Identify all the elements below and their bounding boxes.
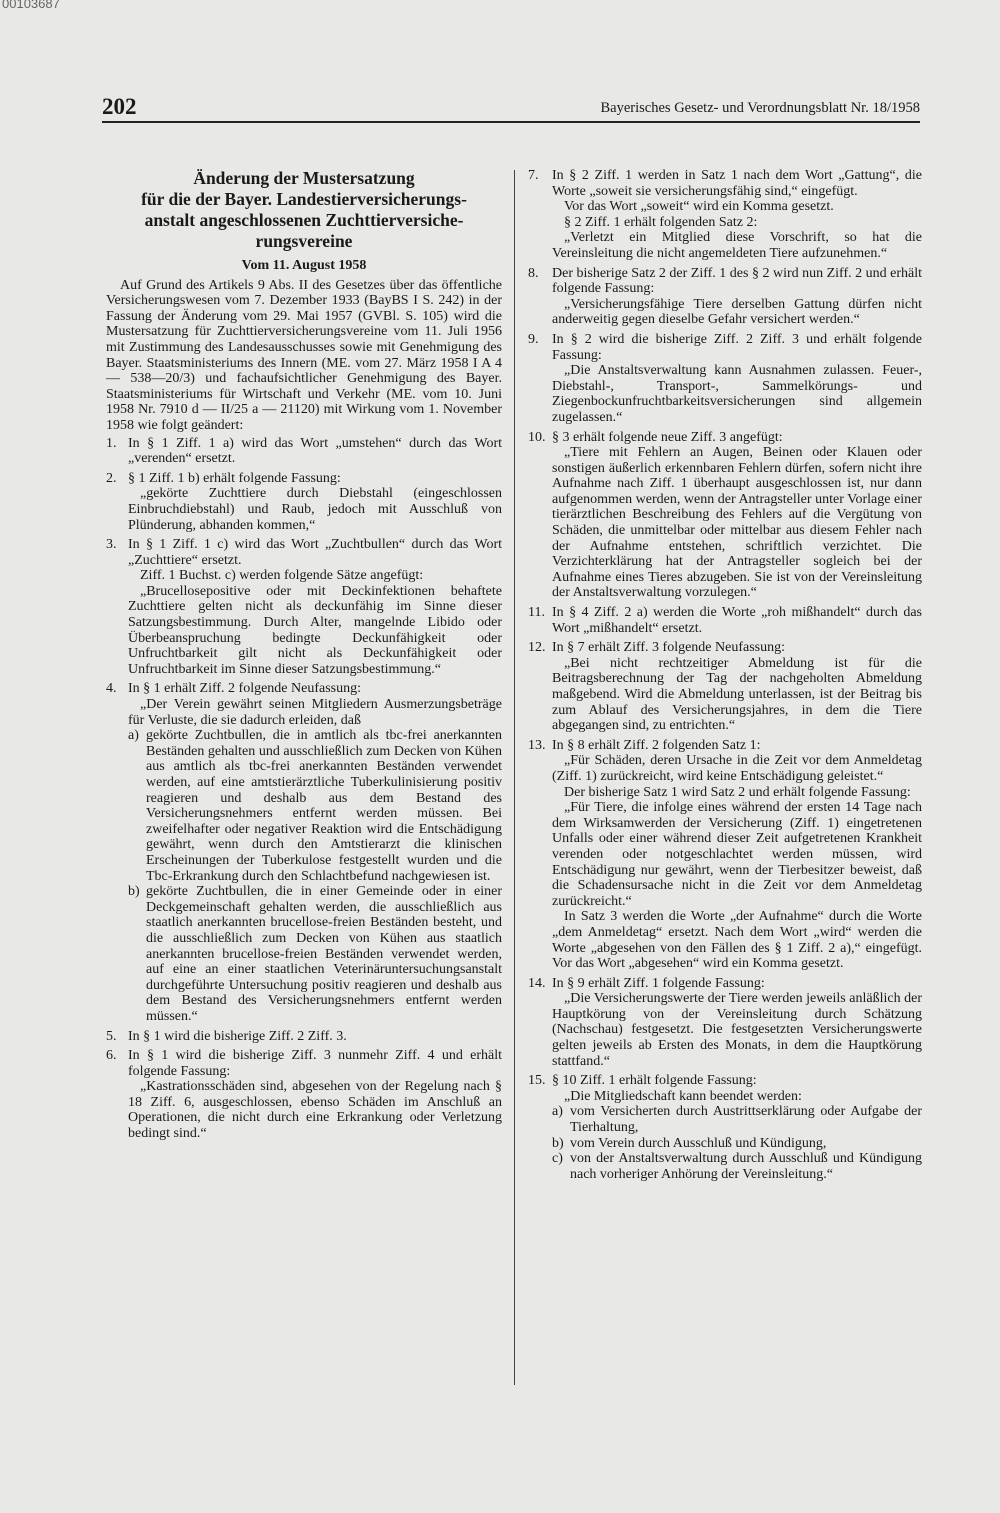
amendment-text: „Brucellosepositive oder mit Deckinfektionen behaftete Zuchttiere gelten nicht als deckunfähig im Sinne dieser Satzungsbestimmung. Durch Alter, mangelnde Libido oder Überbeanspruchung bedingte Deckunfähigkeit oder Unfruchtbarkeit gilt nicht als Deckunfähigkeit oder Unfruchtbarkeit im Sinne dieser Satzungsbestimmung.“ (128, 583, 502, 677)
amendment-number: 7. (528, 168, 539, 183)
article-title (114, 168, 494, 252)
amendment-number: 12. (528, 640, 546, 656)
amendment-text: „Die Mitgliedschaft kann beendet werden: (564, 1088, 802, 1104)
right-column (528, 168, 922, 1186)
amendment-text: In § 4 Ziff. 2 a) werden die Worte „roh mißhandelt“ durch das Wort „mißhandelt“ ersetzt. (552, 605, 922, 636)
amendment-number: 5. (106, 1028, 117, 1044)
amendment-text: „gekörte Zuchttiere durch Diebstahl (eingeschlossen Einbruchdiebstahl) und Raub, jedoch mit Ausschluß von Plünderung, abhanden kommen,“ (128, 486, 502, 533)
amendment-text: In Satz 3 werden die Worte „der Aufnahme“ durch die Worte „dem Anmeldetag“ ersetzt. Nach dem Wort „wird“ werden die Worte „abgesehen von den Fällen des § 1 Ziff. 2 a),“ eingefügt. Vor das Wort „abgesehen“ wird ein Komma gesetzt. (552, 909, 922, 972)
amendment-number: 1. (106, 435, 117, 451)
subitem-label: a) (128, 728, 139, 744)
subitem-label: b) (128, 884, 140, 900)
amendment-number: 13. (528, 737, 546, 753)
amendment-text: „Der Verein gewährt seinen Mitgliedern Ausmerzungsbeträge für Verluste, die sie dadurch erleiden, daß (128, 697, 502, 728)
column-divider (514, 170, 515, 1385)
amendment-text: In § 1 wird die bisherige Ziff. 2 Ziff. 3. (128, 1028, 347, 1044)
amendment-text: „Bei nicht rechtzeitiger Abmeldung ist für die Beitragsberechnung der Tag der nachgeholten Abmeldung maßgebend. Wird die Abmeldung unterlassen, ist der Beitrag bis zum Ablauf des Versicherungsjahres, in dem die Tiere abgegangen sind, zu entrichten.“ (552, 655, 922, 734)
amendment-text: In § 8 erhält Ziff. 2 folgenden Satz 1: (552, 737, 761, 753)
amendment-text: „Die Versicherungswerte der Tiere werden jeweils anläßlich der Hauptkörung von der Vereinsleitung durch Schätzung (Nachschau) festgesetzt. Die festgesetzten Versicherungswerte gelten jeweils ab Ersten des Monats, in dem die Hauptkörung stattfand.“ (552, 991, 922, 1069)
page-number: 202 (102, 94, 137, 119)
amendment-subitem (552, 1104, 922, 1135)
amendment-text: „Kastrationsschäden sind, abgesehen von der Regelung nach § 18 Ziff. 6, ausgeschlossen, ebenso Schäden im Anschluß an Operationen, die nicht durch eine Erkrankung oder Verletzung bedingt sind.“ (128, 1079, 502, 1142)
article-title-line: für die der Bayer. Landestierversicherungs- (141, 189, 467, 209)
amendment-text: § 3 erhält folgende neue Ziff. 3 angefügt: (552, 429, 783, 445)
amendment-item (106, 1048, 502, 1142)
amendment-item (106, 436, 502, 467)
amendment-number: 14. (528, 975, 546, 991)
amendment-text: In § 1 erhält Ziff. 2 folgende Neufassung: (128, 681, 362, 697)
amendment-text: Der bisherige Satz 2 der Ziff. 1 des § 2 wird nun Ziff. 2 und erhält folgende Fassung: (552, 265, 923, 297)
amendment-item (528, 640, 922, 734)
left-column (106, 168, 502, 1146)
article-title-line: anstalt angeschlossenen Zuchttierversiche- (144, 210, 464, 230)
subitem-text: vom Verein durch Ausschluß und Kündigung, (570, 1135, 827, 1151)
right-item-list (528, 168, 922, 1182)
amendment-item (528, 738, 922, 972)
amendment-text: In § 9 erhält Ziff. 1 folgende Fassung: (552, 975, 765, 991)
article-title-line: rungsvereine (255, 231, 353, 251)
amendment-item (528, 605, 922, 636)
amendment-text: § 1 Ziff. 1 b) erhält folgende Fassung: (128, 470, 341, 486)
amendment-item (106, 1029, 502, 1045)
amendment-text: Ziff. 1 Buchst. c) werden folgende Sätze angefügt: (140, 568, 424, 584)
subitem-label: a) (552, 1104, 563, 1120)
amendment-number: 4. (106, 681, 117, 697)
amendment-text: In § 1 wird die bisherige Ziff. 3 nunmehr Ziff. 4 und erhält folgende Fassung: (128, 1048, 502, 1079)
amendment-number: 11. (528, 605, 545, 621)
page-header (102, 92, 920, 122)
subitem-label: c) (552, 1151, 563, 1167)
amendment-text: „Für Tiere, die infolge eines während der ersten 14 Tage nach dem Wirksamwerden der Versicherung (Ziff. 1) eingetretenen Unfalls oder einer während dieser Zeit aufgetretenen Krankheit verenden oder notgeschlachtet werden müssen, wird Entschädigung nur gewährt, wenn der Tierbesitzer beweist, daß die Schadensursache nicht in die Zeit vor dem Anmeldetag zurückreicht.“ (552, 800, 922, 909)
subitem-text: vom Versicherten durch Austrittserklärung oder Aufgabe der Tierhaltung, (570, 1104, 922, 1136)
amendment-text: § 10 Ziff. 1 erhält folgende Fassung: (552, 1073, 757, 1089)
amendment-text: „Versicherungsfähige Tiere derselben Gattung dürfen nicht anderweitig gegen dieselbe Gefahr versichert werden.“ (552, 296, 922, 328)
amendment-text: In § 2 Ziff. 1 werden in Satz 1 nach dem Wort „Gattung“, die Worte „soweit sie versicherungsfähig sind,“ eingefügt. (552, 168, 922, 199)
amendment-item (528, 332, 922, 426)
amendment-item (106, 681, 502, 1024)
amendment-text: In § 2 wird die bisherige Ziff. 2 Ziff. 3 und erhält folgende Fassung: (552, 331, 922, 363)
amendment-text: In § 7 erhält Ziff. 3 folgende Neufassung: (552, 640, 786, 656)
amendment-item (528, 266, 922, 328)
header-rule (102, 121, 920, 123)
amendment-text: In § 1 Ziff. 1 c) wird das Wort „Zuchtbullen“ durch das Wort „Zuchttiere“ ersetzt. (128, 537, 502, 568)
amendment-item (528, 430, 922, 602)
amendment-number: 9. (528, 331, 539, 347)
amendment-text: Der bisherige Satz 1 wird Satz 2 und erhält folgende Fassung: (564, 784, 911, 800)
amendment-text: § 2 Ziff. 1 erhält folgenden Satz 2: (564, 214, 758, 230)
amendment-subitem (128, 728, 502, 884)
left-item-list (106, 436, 502, 1142)
subitem-text: von der Anstaltsverwaltung durch Ausschluß und Kündigung nach vorheriger Anhörung der Vereinsleitung.“ (570, 1151, 922, 1182)
amendment-number: 8. (528, 265, 539, 281)
scan-id-label: 00103687 (2, 0, 60, 11)
subitem-text: gekörte Zuchtbullen, die in amtlich als tbc-frei anerkannten Beständen gehalten und ausschließlich zum Decken von Kühen aus amtlich als tbc-frei anerkannten Beständen verwendet werden, auf eine amtstierärztliche Tuberkulinisierung positiv reagieren und deshalb aus dem Bestand des Versicherungsnehmers entfernt werden müssen. Bei zweifelhafter oder negativer Reaktion wird die Entschädigung gewährt, wenn durch den Amtstierarzt die klinischen Erscheinungen der Tuberkulose festgestellt wurden und die Tbc-Erkrankung durch den Schlachtbefund nachgewiesen ist. (146, 728, 502, 884)
amendment-text: In § 1 Ziff. 1 a) wird das Wort „umstehen“ durch das Wort „verenden“ ersetzt. (128, 435, 502, 467)
amendment-item (528, 976, 922, 1070)
amendment-subitem (128, 884, 502, 1024)
amendment-text: Vor das Wort „soweit“ wird ein Komma gesetzt. (564, 199, 834, 215)
amendment-item (106, 471, 502, 533)
amendment-text: „Tiere mit Fehlern an Augen, Beinen oder Klauen oder sonstigen äußerlich erkennbaren Fehlern dürfen, sofern nicht ihre Aufnahme nach Ziff. 1 überhaupt ausgeschlossen ist, nur dann aufgenommen werden, wenn der Antragsteller unter Vorlage einer tierärztlichen Beschreibung des Fehlers auf die Vergütung von Schäden, die unmittelbar oder mittelbar aus diesem Fehler nach der Aufnahme entstehen, schriftlich verzichtet. Die Verzichterklärung hat der Antragsteller sogleich bei der Aufnahme eines Tieres abzugeben. Sie ist von der Vereinsleitung der Anstaltsverwaltung vorzulegen.“ (552, 445, 922, 601)
amendment-item (528, 1073, 922, 1182)
running-title: Bayerisches Gesetz- und Verordnungsblatt Nr. 18/1958 (600, 100, 920, 116)
article-date: Vom 11. August 1958 (241, 258, 367, 273)
amendment-text: „Die Anstaltsverwaltung kann Ausnahmen zulassen. Feuer-, Diebstahl-, Transport-, Sammelkörungs- und Ziegenbockunfruchtbarkeitsversicherungen sind allgemein zugelassen.“ (552, 363, 922, 425)
article-title-line: Änderung der Mustersatzung (193, 168, 415, 188)
amendment-number: 2. (106, 470, 117, 486)
article-intro: Auf Grund des Artikels 9 Abs. II des Gesetzes über das öffentliche Versicherungswesen vom 7. Dezember 1933 (BayBS I S. 242) in der Fassung der Änderung vom 29. Mai 1957 (GVBl. S. 105) wird die Mustersatzung für Zuchttierversicherungsvereine vom 11. Juli 1956 mit Zustimmung des Landesausschusses sowie mit Genehmigung des Bayer. Staatsministeriums des Innern (ME. vom 27. März 1958 I A 4 — 538—20/3) und fachaufsichtlicher Genehmigung des Bayer. Staatsministeriums für Wirtschaft und Verkehr (ME. vom 10. Juni 1958 Nr. 7910 d — II/25 a — 21120) mit Wirkung vom 1. November 1958 wie folgt geändert: (106, 277, 502, 433)
amendment-number: 15. (528, 1073, 546, 1089)
amendment-subitem (552, 1151, 922, 1182)
subitem-label: b) (552, 1135, 564, 1151)
amendment-subitem (552, 1136, 922, 1152)
amendment-text: „Für Schäden, deren Ursache in die Zeit vor dem Anmeldetag (Ziff. 1) zurückreicht, wird keine Entschädigung geleistet.“ (552, 753, 922, 784)
amendment-text: „Verletzt ein Mitglied diese Vorschrift, so hat die Vereinsleitung die nicht angemeldeten Tiere aufzunehmen.“ (552, 230, 922, 261)
amendment-number: 6. (106, 1048, 117, 1064)
amendment-number: 10. (528, 429, 546, 445)
amendment-number: 3. (106, 537, 117, 553)
amendment-item (106, 537, 502, 677)
subitem-text: gekörte Zuchtbullen, die in einer Gemeinde oder in einer Deckgemeinschaft gehalten werden, die ausschließlich aus staatlich anerkannten brucellose-freien Beständen besteht, und die ausschließlich zum Decken von Kühen aus staatlich anerkannten brucellose-freien Beständen verwendet werden, auf eine an einer staatlichen Veterinäruntersuchungsanstalt durchgeführte Untersuchung positiv reagieren und deshalb aus dem Bestand des Versicherungsnehmers entfernt werden müssen.“ (146, 884, 502, 1024)
amendment-item (528, 168, 922, 262)
